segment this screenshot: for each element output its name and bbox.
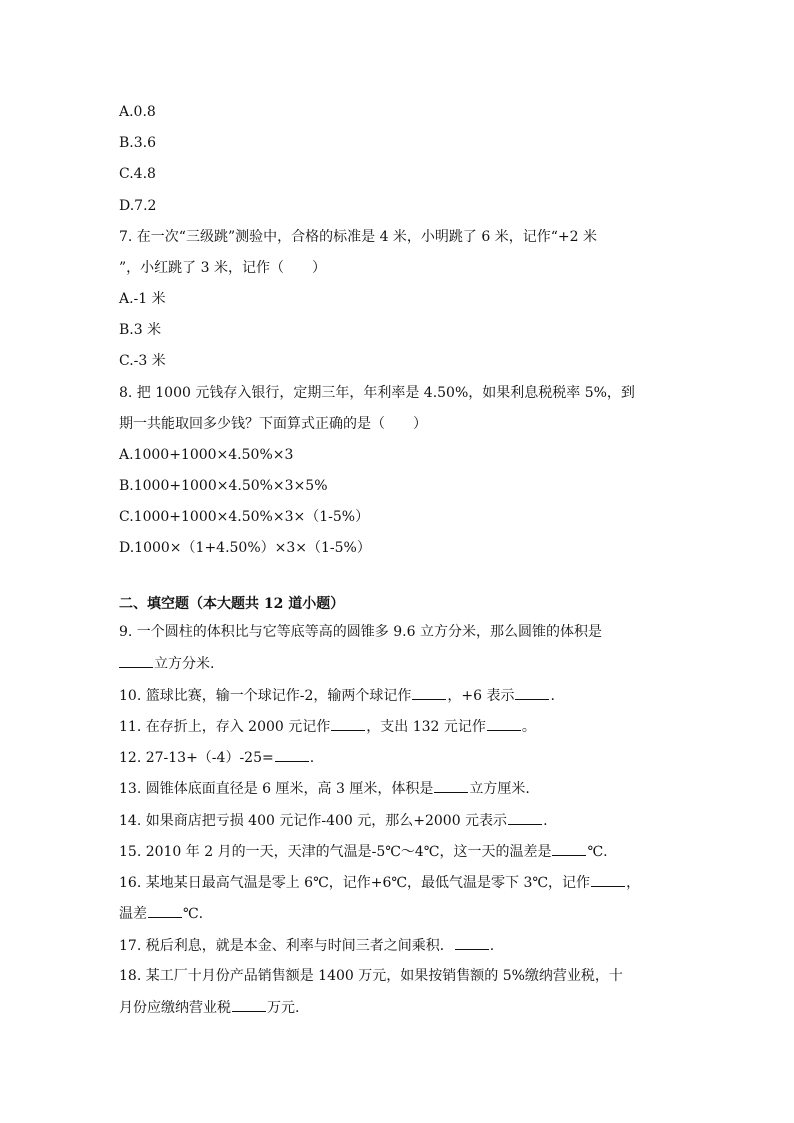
q12-text xyxy=(119,747,314,767)
q8-option-c: C.1000+1000×4.50%×3×（1-5%） xyxy=(119,509,370,525)
q10-part-b: ，+6 表示 xyxy=(447,688,515,704)
q16-part-d: ℃. xyxy=(183,906,204,922)
q15-blank[interactable] xyxy=(552,841,586,856)
q11-blank-1[interactable] xyxy=(331,716,365,731)
q17-part-a: 17. 税后利息，就是本金、利率与时间三者之间乘积． xyxy=(119,938,454,954)
q17-text xyxy=(119,935,494,955)
q11-text xyxy=(119,716,536,736)
q8-text-line1: 8. 把 1000 元钱存入银行，定期三年，年利率是 4.50%，如果利息税税率 5%，到 xyxy=(119,385,635,401)
q18-blank[interactable] xyxy=(232,997,266,1012)
q13-part-b: 立方厘米. xyxy=(469,781,530,797)
q7-option-b: B.3 米 xyxy=(119,322,162,338)
q16-text-line1 xyxy=(119,872,640,892)
q9-suffix: 立方分米. xyxy=(154,656,215,672)
q6-option-c: C.4.8 xyxy=(119,166,156,182)
q11-part-a: 11. 在存折上，存入 2000 元记作 xyxy=(119,719,331,735)
q18-text-line1: 18. 某工厂十月份产品销售额是 1400 万元，如果按销售额的 5%缴纳营业税，十 xyxy=(119,968,623,984)
q11-part-c: 。 xyxy=(521,719,536,735)
q10-part-c: . xyxy=(550,688,555,704)
q15-text xyxy=(119,841,608,861)
q10-blank-1[interactable] xyxy=(412,685,446,700)
q14-blank[interactable] xyxy=(508,810,542,825)
q6-option-b: B.3.6 xyxy=(119,135,157,151)
q13-part-a: 13. 圆锥体底面直径是 6 厘米，高 3 厘米，体积是 xyxy=(119,781,434,797)
q8-text-line2: 期一共能取回多少钱？下面算式正确的是（ ） xyxy=(119,416,427,432)
q8-option-b: B.1000+1000×4.50%×3×5% xyxy=(119,478,328,494)
q7-option-a: A.-1 米 xyxy=(119,291,166,307)
q12-part-b: . xyxy=(309,750,315,766)
q9-text: 9. 一个圆柱的体积比与它等底等高的圆锥多 9.6 立方分米，那么圆锥的体积是 xyxy=(119,624,602,640)
q18-text-line2 xyxy=(119,997,299,1017)
q10-text xyxy=(119,685,555,705)
q7-option-c: C.-3 米 xyxy=(119,353,166,369)
q15-part-b: ℃. xyxy=(587,844,608,860)
q17-blank[interactable] xyxy=(455,935,489,950)
q10-blank-2[interactable] xyxy=(515,685,549,700)
q11-part-b: ，支出 132 元记作 xyxy=(366,719,486,735)
q11-blank-2[interactable] xyxy=(487,716,521,731)
q16-part-a: 16. 某地某日最高气温是零上 6℃，记作+6℃，最低气温是零下 3℃，记作 xyxy=(119,875,591,891)
q16-part-b: ， xyxy=(626,875,641,891)
q16-blank-1[interactable] xyxy=(591,872,625,887)
q17-part-b: . xyxy=(489,938,495,954)
q8-option-d: D.1000×（1+4.50%）×3×（1-5%） xyxy=(119,540,371,556)
q12-blank[interactable] xyxy=(275,747,309,762)
q9-blank[interactable] xyxy=(119,653,153,668)
q12-part-a: 12. 27-13+（-4）-25= xyxy=(119,750,274,766)
q15-part-a: 15. 2010 年 2 月的一天，天津的气温是-5℃～4℃，这一天的温差是 xyxy=(119,844,552,860)
q16-text-line2 xyxy=(119,903,203,923)
q14-part-a: 14. 如果商店把亏损 400 元记作-400 元，那么+2000 元表示 xyxy=(119,813,508,829)
q16-blank-2[interactable] xyxy=(148,903,182,918)
q7-text-line1: 7. 在一次“三级跳”测验中，合格的标准是 4 米，小明跳了 6 米，记作“+2 米 xyxy=(119,229,597,245)
q8-option-a: A.1000+1000×4.50%×3 xyxy=(119,447,294,463)
q6-option-d: D.7.2 xyxy=(119,198,157,214)
q16-part-c: 温差 xyxy=(119,906,147,922)
q7-text-line2: ”，小红跳了 3 米，记作（ ） xyxy=(119,260,326,276)
section-heading: 二、填空题（本大题共 12 道小题） xyxy=(119,596,345,612)
q9-text-line2 xyxy=(119,653,214,673)
q18-part-b: 月份应缴纳营业税 xyxy=(119,1000,231,1016)
q18-part-c: 万元. xyxy=(267,1000,300,1016)
q14-part-b: . xyxy=(543,813,548,829)
q10-part-a: 10. 篮球比赛，输一个球记作-2，输两个球记作 xyxy=(119,688,412,704)
q13-text xyxy=(119,778,530,798)
q14-text xyxy=(119,810,548,830)
q13-blank[interactable] xyxy=(434,778,468,793)
q6-option-a: A.0.8 xyxy=(119,104,156,120)
